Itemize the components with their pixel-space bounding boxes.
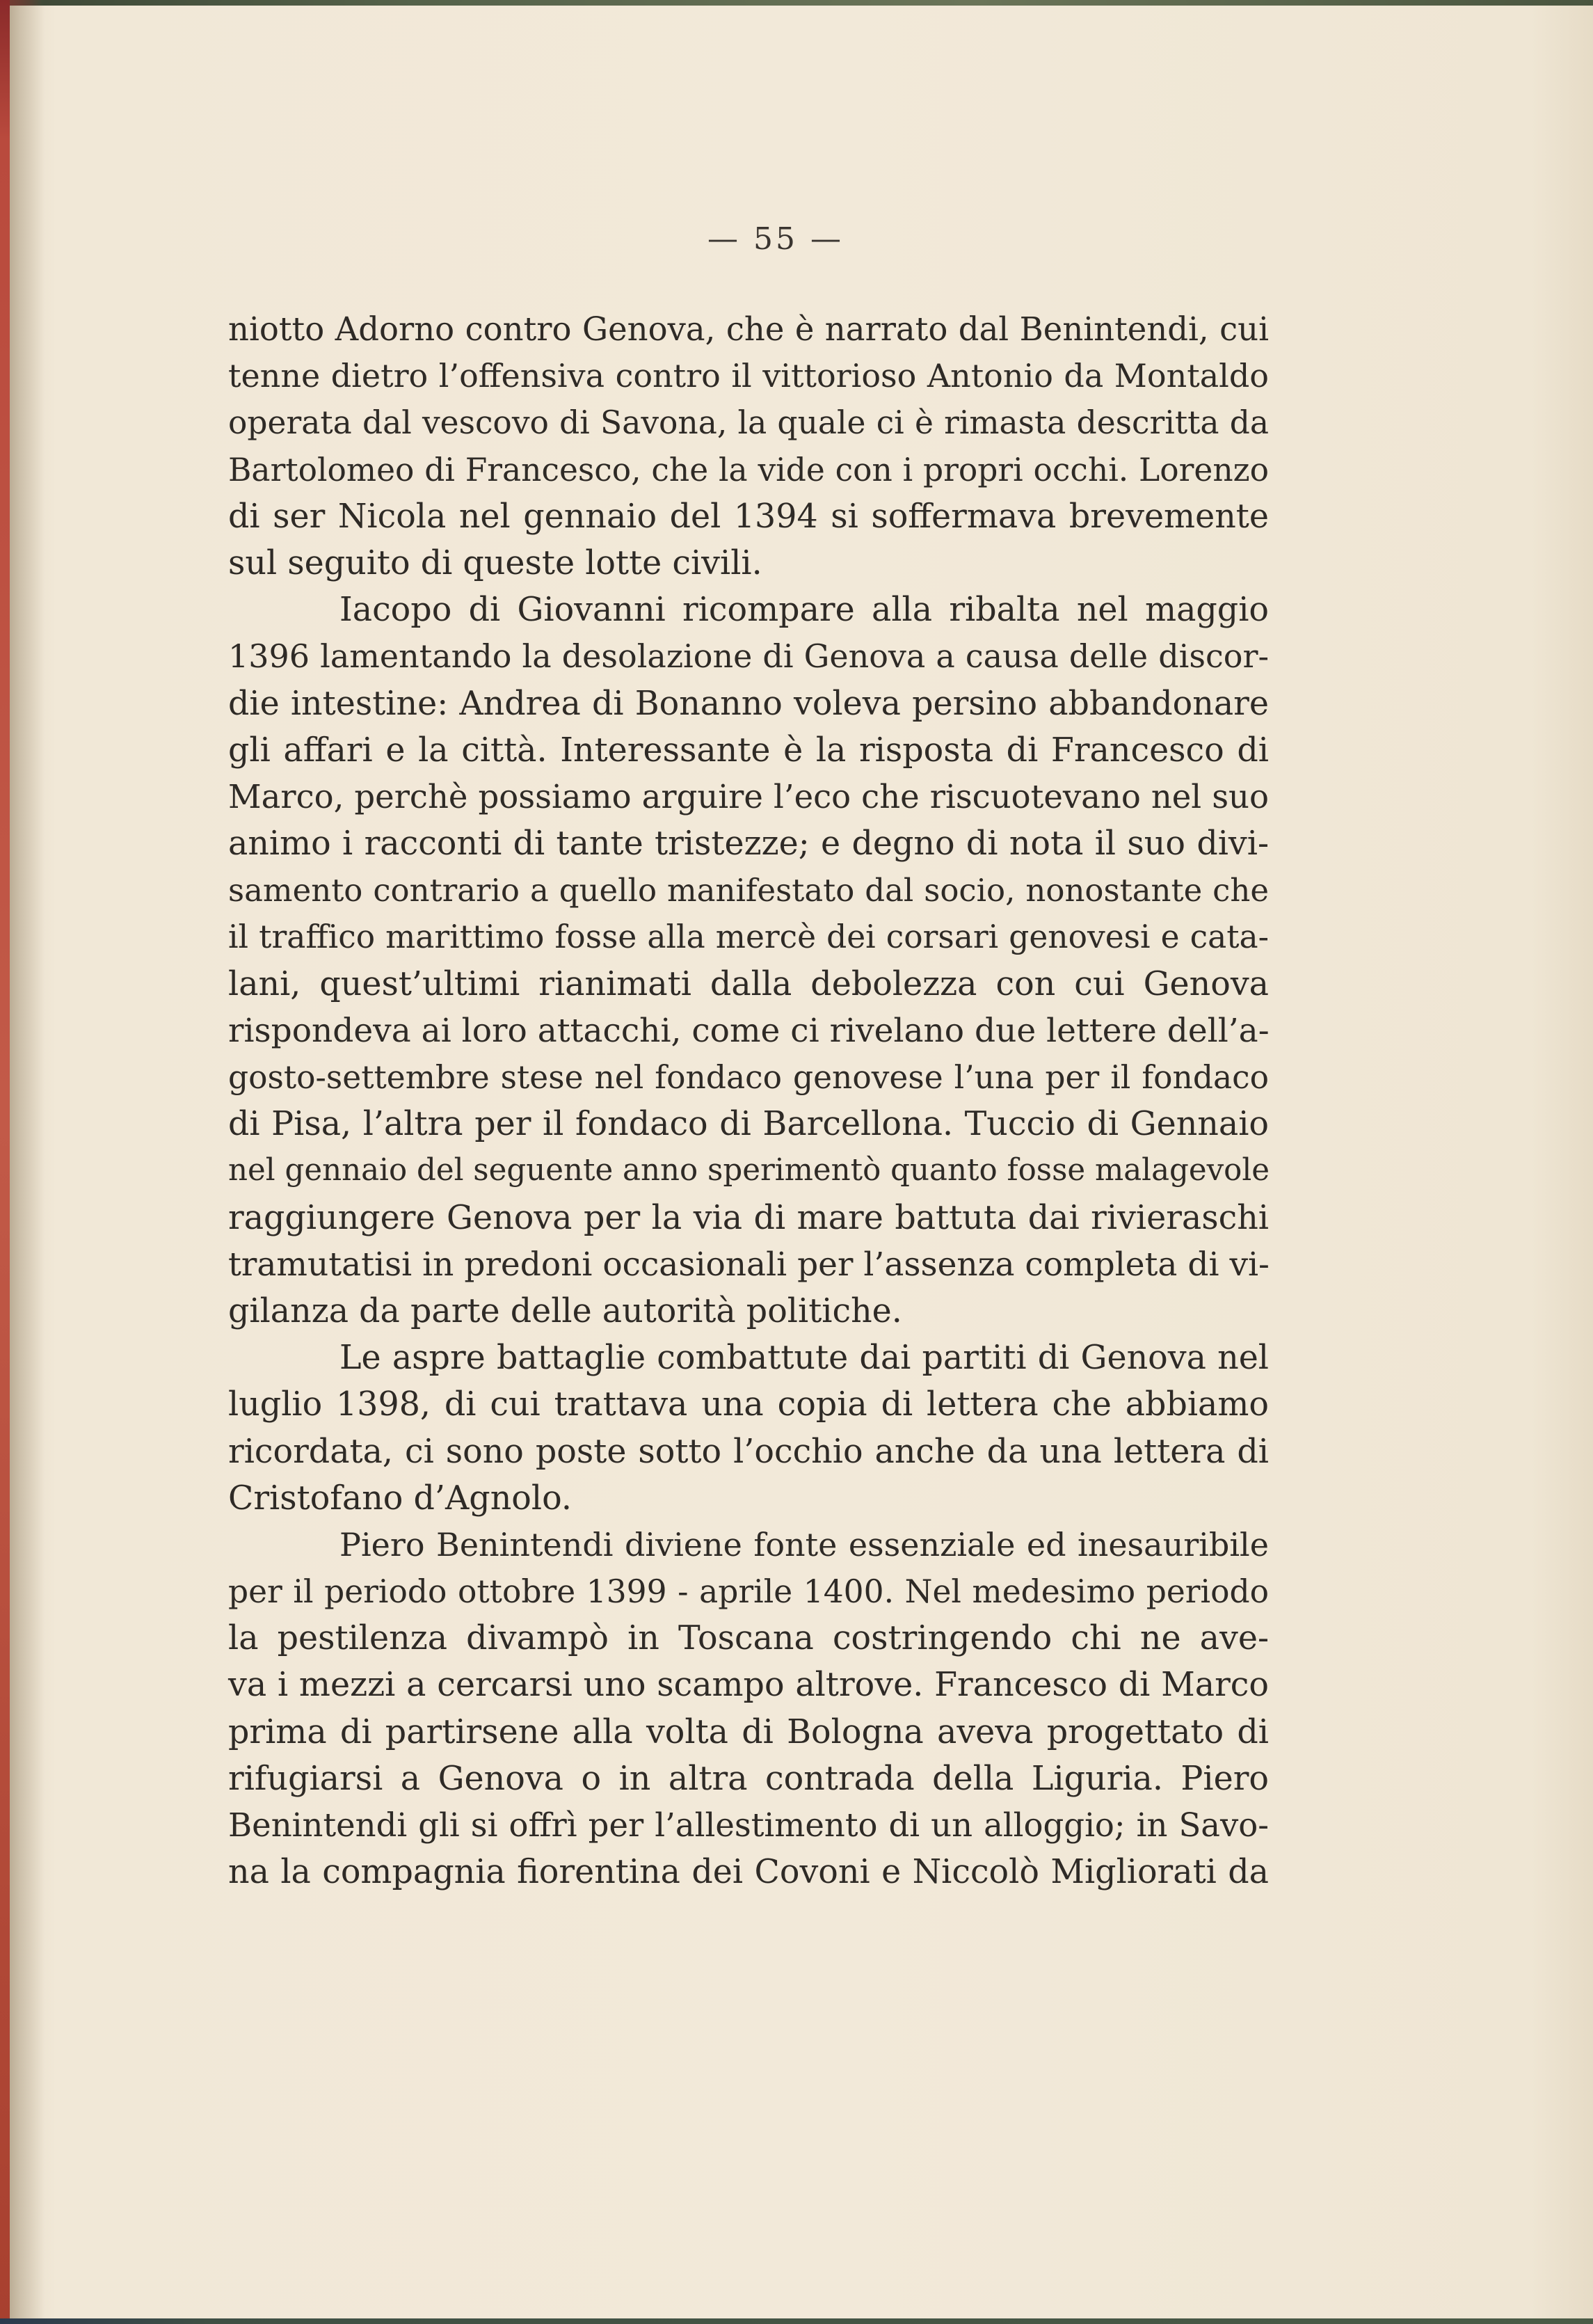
text-line: di Pisa, l’altra per il fondaco di Barcellona. Tuccio di Gennaio	[228, 1105, 1269, 1144]
text-line: prima di partirsene alla volta di Bologna aveva progettato di	[228, 1712, 1269, 1751]
page-number: — 55 —	[707, 221, 844, 257]
gutter-shadow	[10, 0, 45, 2324]
text-line: gilanza da parte delle autorità politiche.	[228, 1291, 902, 1330]
text-line: luglio 1398, di cui trattava una copia di lettera che abbiamo	[228, 1385, 1269, 1424]
text-line: die intestine: Andrea di Bonanno voleva persino abbandonare	[228, 684, 1269, 723]
text-line: sul seguito di queste lotte civili.	[228, 543, 762, 582]
text-line: Bartolomeo di Francesco, che la vide con i propri occhi. Lorenzo	[228, 451, 1269, 488]
text-line: samento contrario a quello manifestato dal socio, nonostante che	[228, 872, 1269, 909]
text-line: la pestilenza divampò in Toscana costringendo chi ne ave-	[228, 1619, 1269, 1658]
text-line: gosto-settembre stese nel fondaco genovese l’una per il fondaco	[228, 1059, 1269, 1096]
text-line: tenne dietro l’offensiva contro il vittorioso Antonio da Montaldo	[228, 357, 1269, 395]
text-line: il traffico marittimo fosse alla mercè dei corsari genovesi e cata-	[228, 918, 1269, 956]
text-line: va i mezzi a cercarsi uno scampo altrove. Francesco di Marco	[228, 1666, 1269, 1705]
text-line: lani, quest’ultimi rianimati dalla debolezza con cui Genova	[228, 964, 1269, 1003]
text-line: na la compagnia fiorentina dei Covoni e Niccolò Migliorati da	[228, 1853, 1269, 1892]
text-line: Piero Benintendi diviene fonte essenziale ed inesauribile	[339, 1525, 1269, 1563]
text-line: di ser Nicola nel gennaio del 1394 si soffermava brevemente	[228, 497, 1269, 536]
text-line: Cristofano d’Agnolo.	[228, 1479, 572, 1518]
text-line: tramutatisi in predoni occasionali per l’assenza completa di vi-	[228, 1245, 1270, 1284]
text-line: ricordata, ci sono poste sotto l’occhio anche da una lettera di	[228, 1432, 1269, 1471]
text-line: rifugiarsi a Genova o in altra contrada della Liguria. Piero	[228, 1759, 1269, 1798]
book-top-edge	[0, 0, 1593, 6]
text-line: operata dal vescovo di Savona, la quale ci è rimasta descritta da	[228, 404, 1269, 442]
text-line: niotto Adorno contro Genova, che è narrato dal Benintendi, cui	[228, 310, 1269, 348]
body-text	[228, 306, 1269, 1895]
text-line: gli affari e la città. Interessante è la risposta di Francesco di	[228, 731, 1269, 770]
text-line: Iacopo di Giovanni ricompare alla ribalta nel maggio	[339, 591, 1269, 630]
text-line: Marco, perchè possiamo arguire l’eco che riscuotevano nel suo	[228, 777, 1269, 815]
text-line: nel gennaio del seguente anno sperimentò quanto fosse malagevole	[228, 1153, 1270, 1188]
book-bottom-edge	[0, 2318, 1593, 2324]
text-line: animo i racconti di tante tristezze; e degno di nota il suo divi-	[228, 825, 1269, 863]
text-line: 1396 lamentando la desolazione di Genova a causa delle discor-	[228, 637, 1269, 676]
text-line: Le aspre battaglie combattute dai partiti di Genova nel	[339, 1339, 1269, 1378]
text-line: raggiungere Genova per la via di mare battuta dai rivieraschi	[228, 1198, 1269, 1237]
text-line: rispondeva ai loro attacchi, come ci rivelano due lettere dell’a-	[228, 1011, 1270, 1050]
book-spine	[0, 0, 10, 2324]
text-line: Benintendi gli si offrì per l’allestimento di un alloggio; in Savo-	[228, 1806, 1269, 1844]
text-line: per il periodo ottobre 1399 - aprile 1400. Nel medesimo periodo	[228, 1573, 1269, 1611]
